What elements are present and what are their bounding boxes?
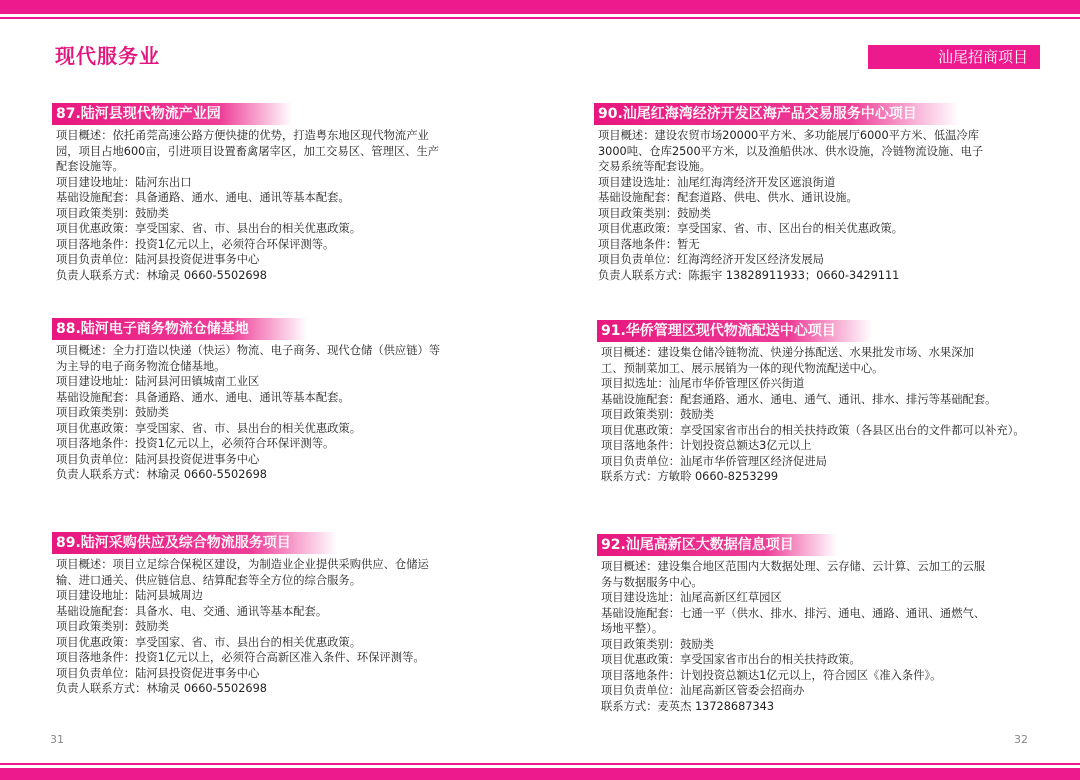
project-line: 项目优惠政策：享受国家、省、市、县出台的相关优惠政策。	[56, 222, 362, 235]
project-line: 负责人联系方式：林瑜灵 0660-5502698	[56, 468, 267, 481]
project-line: 基础设施配套：具备通路、通水、通电、通讯等基本配套。	[56, 191, 350, 204]
project-line: 项目落地条件：投资1亿元以上，必须符合环保评测等。	[56, 237, 335, 251]
project-line: 项目落地条件：计划投资总额达1亿元以上，符合园区《准入条件》。	[601, 668, 942, 682]
project-90	[594, 103, 1039, 283]
project-line: 配套设施等。	[56, 160, 124, 173]
project-line: 项目政策类别：鼓励类	[56, 406, 169, 419]
project-line: 联系方式：麦英杰 13728687343	[601, 699, 775, 713]
project-title: 90.汕尾红海湾经济开发区海产品交易服务中心项目	[594, 103, 959, 125]
project-line: 项目负责单位：红海湾经济开发区经济发展局	[598, 253, 824, 266]
project-title: 89.陆河采购供应及综合物流服务项目	[52, 532, 337, 554]
project-line: 项目落地条件：投资1亿元以上，必须符合环保评测等。	[56, 437, 335, 450]
project-line: 联系方式：方敏聆 0660-8253299	[601, 470, 779, 483]
project-line: 项目政策类别：鼓励类	[56, 206, 169, 220]
project-line: 工、预制菜加工、展示展销为一体的现代物流配送中心。	[601, 361, 884, 375]
project-line: 务与数据服务中心。	[601, 575, 703, 589]
project-line: 项目概述：建设集合地区范围内大数据处理、云存储、云计算、云加工的云服	[601, 560, 986, 573]
project-line: 项目概述：依托甬莞高速公路方便快捷的优势，打造粤东地区现代物流产业	[56, 129, 429, 142]
project-line: 项目落地条件：暂无	[598, 237, 700, 251]
project-line: 项目政策类别：鼓励类	[601, 408, 714, 421]
project-line: 项目落地条件：计划投资总额达3亿元以上	[601, 439, 812, 452]
project-line: 项目建设地址：陆河东出口	[56, 175, 192, 189]
project-line: 基础设施配套：七通一平（供水、排水、排污、通电、通路、通讯、通燃气、	[601, 606, 986, 620]
project-line: 项目负责单位：陆河县投资促进事务中心	[56, 253, 260, 266]
project-body	[52, 557, 497, 697]
project-92	[597, 534, 1042, 714]
project-body	[52, 343, 497, 483]
project-line: 输、进口通关、供应链信息、结算配套等全方位的综合服务。	[56, 573, 362, 587]
project-line: 交易系统等配套设施。	[598, 160, 711, 173]
project-body	[597, 345, 1042, 485]
project-line: 负责人联系方式：林瑜灵 0660-5502698	[56, 268, 267, 282]
project-line: 项目建设地址：陆河县河田镇城南工业区	[56, 375, 260, 388]
project-title: 92.汕尾高新区大数据信息项目	[597, 534, 837, 556]
project-line: 负责人联系方式：陈振宇 13828911933；0660-3429111	[598, 268, 900, 282]
project-line: 基础设施配套：配套道路、供电、供水、通讯设施。	[598, 191, 858, 204]
project-line: 基础设施配套：具备水、电、交通、通讯等基本配套。	[56, 604, 328, 618]
project-line: 项目概述：项目立足综合保税区建设，为制造业企业提供采购供应、仓储运	[56, 558, 429, 571]
project-line: 基础设施配套：具备通路、通水、通电、通讯等基本配套。	[56, 390, 350, 404]
project-line: 负责人联系方式：林瑜灵 0660-5502698	[56, 682, 267, 695]
project-body	[52, 128, 497, 283]
project-line: 项目拟选址：汕尾市华侨管理区侨兴街道	[601, 377, 805, 390]
project-line: 项目政策类别：鼓励类	[601, 637, 714, 651]
project-line: 项目负责单位：汕尾高新区管委会招商办	[601, 684, 805, 697]
bottom-thin-band	[0, 763, 1080, 765]
project-title: 88.陆河电子商务物流仓储基地	[52, 318, 307, 340]
project-line: 项目优惠政策：享受国家、省、市、县出台的相关优惠政策。	[56, 421, 362, 435]
project-87	[52, 103, 497, 283]
project-line: 为主导的电子商务物流仓储基地。	[56, 359, 226, 373]
project-89	[52, 532, 497, 697]
project-body	[597, 559, 1042, 714]
project-88	[52, 318, 497, 483]
project-line: 3000吨、仓库2500平方米，以及渔船供冰、供水设施，冷链物流设施、电子	[598, 144, 984, 158]
project-line: 项目建设地址：陆河县城周边	[56, 589, 203, 602]
top-magenta-band	[0, 0, 1080, 14]
page-number-left: 31	[50, 733, 64, 746]
project-title: 87.陆河县现代物流产业园	[52, 103, 292, 125]
project-line: 基础设施配套：配套通路、通水、通电、通气、通讯、排水、排污等基础配套。	[601, 392, 997, 406]
page-number-right: 32	[1014, 733, 1028, 746]
project-line: 项目优惠政策：享受国家、省、市、区出台的相关优惠政策。	[598, 222, 904, 235]
project-line: 项目负责单位：陆河县投资促进事务中心	[56, 452, 260, 466]
project-line: 园，项目占地600亩，引进项目设置畜禽屠宰区，加工交易区、管理区、生产	[56, 144, 440, 158]
project-line: 项目概述：建设集仓储冷链物流、快递分拣配送、水果批发市场、水果深加	[601, 346, 974, 359]
header-tag: 汕尾招商项目	[868, 45, 1040, 69]
project-line: 场地平整）。	[601, 622, 664, 635]
project-91	[597, 320, 1042, 485]
project-line: 项目负责单位：陆河县投资促进事务中心	[56, 666, 260, 680]
project-line: 项目负责单位：汕尾市华侨管理区经济促进局	[601, 454, 827, 468]
project-line: 项目政策类别：鼓励类	[598, 206, 711, 220]
bottom-magenta-band	[0, 768, 1080, 780]
project-body	[594, 128, 1039, 283]
project-line: 项目概述：建设农贸市场20000平方米、多功能展厅6000平方米、低温冷库	[598, 129, 980, 142]
top-thin-band	[0, 17, 1080, 19]
project-line: 项目优惠政策：享受国家省市出台的相关扶持政策。	[601, 653, 861, 666]
project-line: 项目建设选址：汕尾红海湾经济开发区遮浪街道	[598, 175, 836, 189]
project-title: 91.华侨管理区现代物流配送中心项目	[597, 320, 872, 342]
section-title: 现代服务业	[55, 44, 160, 68]
project-line: 项目政策类别：鼓励类	[56, 620, 169, 633]
project-line: 项目落地条件：投资1亿元以上，必须符合高新区准入条件、环保评测等。	[56, 651, 425, 664]
project-line: 项目优惠政策：享受国家省市出台的相关扶持政策（各县区出台的文件都可以补充）。	[601, 423, 1025, 437]
project-line: 项目建设选址：汕尾高新区红草园区	[601, 591, 782, 604]
project-line: 项目概述：全力打造以快递（快运）物流、电子商务、现代仓储（供应链）等	[56, 344, 441, 357]
project-line: 项目优惠政策：享受国家、省、市、县出台的相关优惠政策。	[56, 635, 362, 649]
